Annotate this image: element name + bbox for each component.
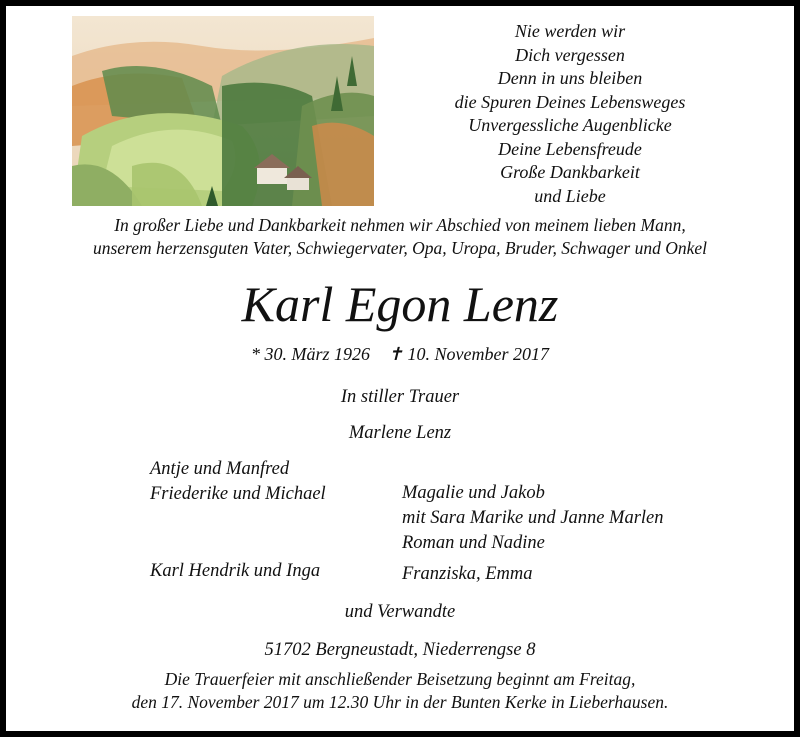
deceased-name: Karl Egon Lenz xyxy=(241,276,559,332)
intro-line: unserem herzensguten Vater, Schwiegervater, Opa, Uropa, Bruder, Schwager und Onkel xyxy=(92,238,708,258)
poem-line: Unvergessliche Augenblicke xyxy=(468,115,672,135)
landscape-painting-image xyxy=(72,16,374,206)
poem-line: Nie werden wir xyxy=(514,21,626,41)
family-entry: mit Sara Marike und Janne Marlen xyxy=(402,508,664,528)
funeral-line: Die Trauerfeier mit anschließender Beisetzung beginnt am Freitag, xyxy=(164,669,636,689)
funeral-info xyxy=(0,668,800,714)
spouse-name: Marlene Lenz xyxy=(348,423,452,443)
family-left-bottom: Karl Hendrik und Inga xyxy=(150,561,321,581)
family-entry: Roman und Nadine xyxy=(402,533,545,553)
poem-line: und Liebe xyxy=(534,185,606,206)
family-left-column xyxy=(150,457,326,507)
mourning-heading: In stiller Trauer xyxy=(340,387,460,407)
relatives-line: und Verwandte xyxy=(344,602,456,622)
family-right-bottom: Franziska, Emma xyxy=(402,564,533,584)
family-entry: Magalie und Jakob xyxy=(402,483,545,503)
poem-line: die Spuren Deines Lebensweges xyxy=(454,91,686,112)
family-entry: Friederike und Michael xyxy=(150,484,326,504)
poem-line: Dich vergessen xyxy=(515,44,625,65)
funeral-line: den 17. November 2017 um 12.30 Uhr in der Bunten Kerke in Lieberhausen. xyxy=(131,692,669,712)
poem-line: Denn in uns bleiben xyxy=(497,68,643,88)
family-entry: Antje und Manfred xyxy=(150,459,290,479)
life-dates xyxy=(0,342,800,366)
address: 51702 Bergneustadt, Niederrengse 8 xyxy=(264,640,536,660)
death-date: ✝ 10. November 2017 xyxy=(387,344,550,364)
poem-line: Große Dankbarkeit xyxy=(500,162,640,182)
intro-text xyxy=(0,214,800,260)
poem xyxy=(400,20,740,208)
family-right-column xyxy=(402,481,664,556)
birth-date: * 30. März 1926 xyxy=(250,344,370,364)
intro-line: In großer Liebe und Dankbarkeit nehmen wir Abschied von meinem lieben Mann, xyxy=(114,215,686,235)
poem-line: Deine Lebensfreude xyxy=(498,138,642,159)
